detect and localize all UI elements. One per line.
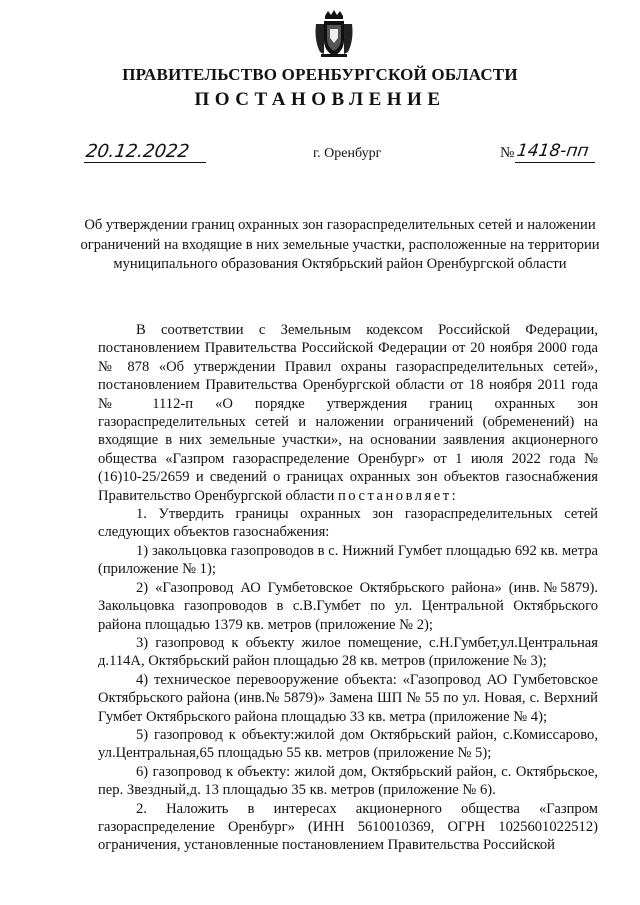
handwritten-date: 20.12.2022: [84, 141, 191, 162]
document-body: [98, 321, 598, 855]
decree-word: постановляет:: [338, 487, 459, 504]
subitem-6: 6) газопровод к объекту: жилой дом, Октябрьский район, с. Октябрьское, пер. Звездный,д. 13 площадью 35 кв. метров (приложение № 6).: [98, 763, 598, 799]
handwritten-number: 1418-пп: [515, 141, 591, 161]
item-1: 1. Утвердить границы охранных зон газораспределительных сетей следующих объектов газоснабжения:: [98, 506, 598, 541]
preamble-paragraph: [98, 321, 598, 505]
subitem-5: 5) газопровод к объекту:жилой дом Октябрьский район, с.Комиссарово, ул.Центральная,65 площадью 55 кв. метров (приложение № 5);: [98, 726, 598, 762]
document-title: Об утверждении границ охранных зон газораспределительных сетей и наложении ограничений на входящие в них земельные участки, расположенные на территории муниципального образования Октябрьский район Оренбургской области: [80, 217, 600, 272]
subitem-1: 1) закольцовка газопроводов в с. Нижний Гумбет площадью 692 кв. метра (приложение № 1);: [98, 542, 598, 578]
city-label: г. Оренбург: [313, 146, 382, 161]
government-title: ПРАВИТЕЛЬСТВО ОРЕНБУРГСКОЙ ОБЛАСТИ: [122, 65, 518, 84]
item-2: 2. Наложить в интересах акционерного общества «Газпром газораспределение Оренбург» (ИНН 5610010369, ОГРН 1025601022512) ограничения, установленные постановлением Правительства Российской: [98, 800, 598, 854]
subitem-3: 3) газопровод к объекту жилое помещение, с.Н.Гумбет,ул.Центральная д.114А, Октябрьский район площадью 28 кв. метров (приложение № 3);: [98, 634, 598, 670]
date-underline: [84, 162, 206, 163]
subitem-2: 2) «Газопровод АО Гумбетовское Октябрьского района» (инв.№5879). Закольцовка газопроводов в с.В.Гумбет по ул. Центральной Октябрьского района площадью 1379 кв. метров (приложение № 2);: [98, 579, 598, 633]
number-label: №: [500, 145, 515, 161]
number-underline: [515, 162, 595, 163]
preamble-text: В соответствии с Земельным кодексом Российской Федерации, постановлением Правительства Российской Федерации от 20 ноября 2000 года № 878 «Об утверждении Правил охраны газораспределительных сетей», постановлением Правительства Оренбургской области от 18 ноября 2011 года № 1112-п «О порядке утверждения границ охранных зон газораспределительных сетей и наложении ограничений (обременений) на входящие в них земельные участки», на основании заявления акционерного общества «Газпром газораспределение Оренбург» от 1 июля 2022 года № (16)10-25/2659 и сведений о границах охранных зон объектов газоснабжения Правительство Оренбургской области: [98, 322, 598, 504]
document-type: ПОСТАНОВЛЕНИЕ: [194, 89, 446, 110]
coat-of-arms-icon: [313, 10, 355, 58]
subitem-4: 4) техническое перевооружение объекта: «Газопровод АО Гумбетовское Октябрьского района (инв.№ 5879)» Замена ШП № 55 по ул. Новая, с. Верхний Гумбет Октябрьского района площадью 33 кв. метра (приложение № 4);: [98, 671, 598, 725]
